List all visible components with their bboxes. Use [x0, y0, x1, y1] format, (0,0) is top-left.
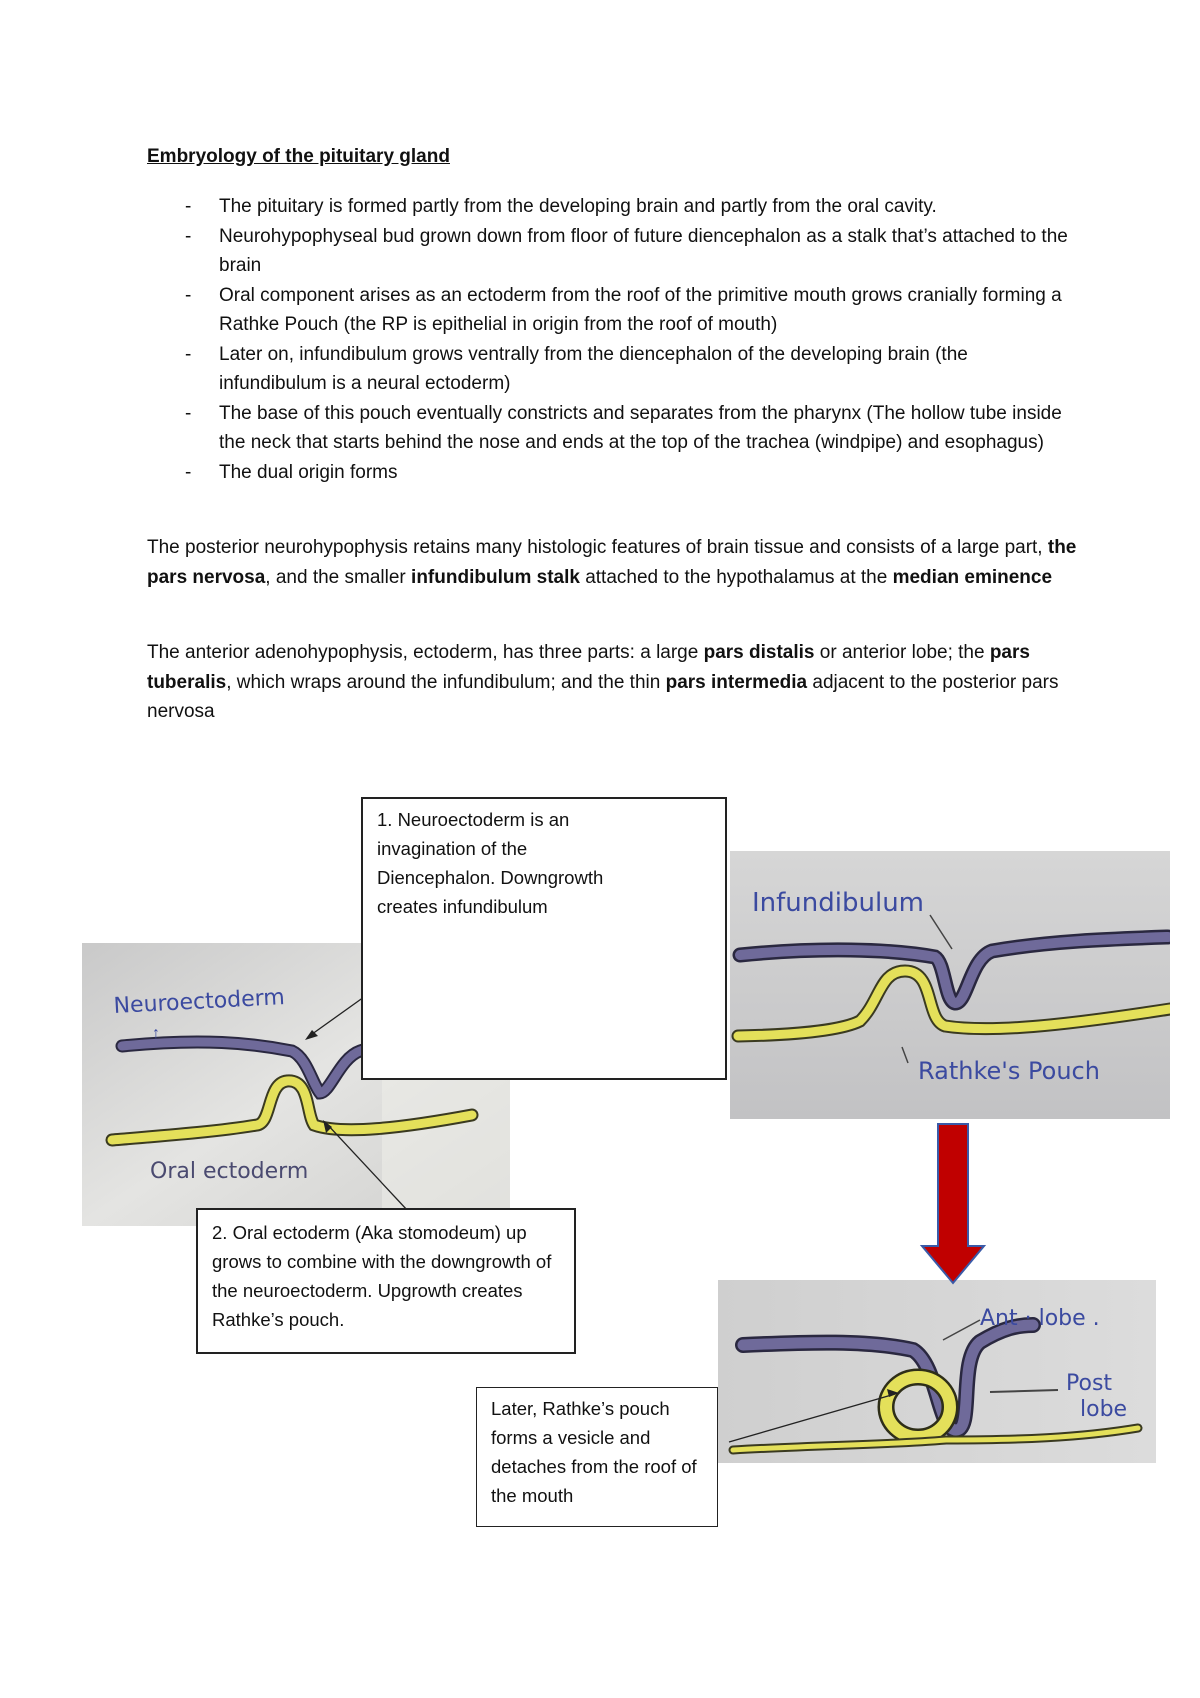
bullet-list: [147, 192, 1077, 487]
callout-box-vesicle: Later, Rathke’s pouch forms a vesicle and detaches from the roof of the mouth: [476, 1387, 718, 1527]
rathkes-pouch-label: Rathke's Pouch: [918, 1057, 1100, 1085]
neurohypophysis-paragraph: The posterior neurohypophysis retains many histologic features of brain tissue and consists of a large part, the pars nervosa, and the smaller infundibulum stalk attached to the hypothalamus at the median eminence: [147, 537, 1077, 588]
neuroectoderm-label: Neuroectoderm: [113, 985, 286, 1019]
label-arrow-icon: ↑: [152, 1025, 160, 1042]
list-item: - The base of this pouch eventually constricts and separates from the pharynx (The hollow tube inside the neck that starts behind the nose and ends at the top of the trachea (windpipe) and esophagus): [185, 402, 1062, 453]
infundibulum-label: Infundibulum: [752, 888, 924, 918]
callout-box-oral-ectoderm: 2. Oral ectoderm (Aka stomodeum) up grows to combine with the downgrowth of the neuroectoderm. Upgrowth creates Rathke’s pouch.: [196, 1208, 576, 1354]
list-item: - The pituitary is formed partly from the developing brain and partly from the oral cavity.: [185, 196, 937, 217]
callout-box-neuroectoderm: 1. Neuroectoderm is an invagination of the Diencephalon. Downgrowth creates infundibulum: [361, 797, 727, 1080]
oral-ectoderm-label: Oral ectoderm: [150, 1159, 309, 1184]
down-arrow-icon: [922, 1124, 984, 1283]
post-lobe-label: Post: [1066, 1371, 1113, 1396]
diagram-photo-vesicle: [718, 1280, 1156, 1463]
list-item: - Neurohypophyseal bud grown down from floor of future diencephalon as a stalk that’s attached to the brain: [185, 225, 1068, 276]
page-title: Embryology of the pituitary gland: [147, 146, 450, 167]
adenohypophysis-paragraph: The anterior adenohypophysis, ectoderm, has three parts: a large pars distalis or anterior lobe; the pars tuberalis, which wraps around the infundibulum; and the thin pars intermedia adjacent to the posterior pars nervosa: [147, 642, 1059, 722]
post-lobe-label-2: lobe: [1080, 1397, 1128, 1422]
list-item: - Oral component arises as an ectoderm from the roof of the primitive mouth grows cranially forming a Rathke Pouch (the RP is epithelial in origin from the roof of mouth): [185, 284, 1062, 335]
list-item: - Later on, infundibulum grows ventrally from the diencephalon of the developing brain (the infundibulum is a neural ectoderm): [185, 343, 968, 394]
list-item: - The dual origin forms: [185, 461, 398, 483]
ant-lobe-label: Ant · lobe .: [980, 1306, 1100, 1331]
diagram-photo-infundibulum: [730, 851, 1170, 1119]
